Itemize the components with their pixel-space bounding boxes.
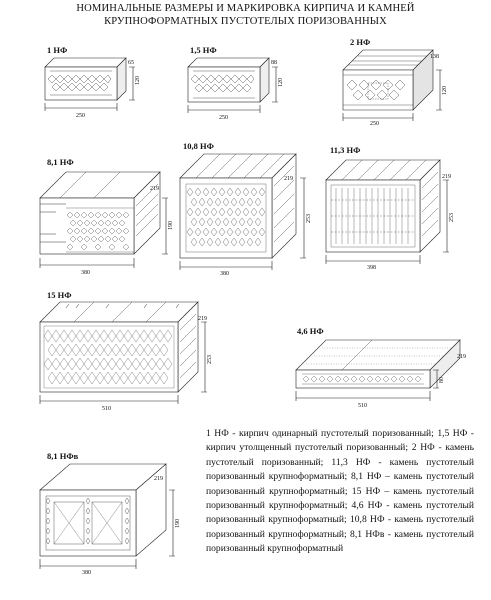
page-title xyxy=(0,2,491,28)
dim-11-3nf-width: 219 xyxy=(442,174,451,180)
dim-1-5nf-length: 250 xyxy=(219,115,228,121)
dim-8-1nfv-length: 380 xyxy=(82,570,91,576)
dim-10-8nf-length: 380 xyxy=(220,271,229,277)
label-8-1nfv: 8,1 НФв xyxy=(47,451,79,461)
label-11-3nf: 11,3 НФ xyxy=(330,145,361,155)
title-line-1: НОМИНАЛЬНЫЕ РАЗМЕРЫ И МАРКИРОВКА КИРПИЧА И КАМНЕЙ xyxy=(76,3,415,14)
dim-8-1nf-length: 380 xyxy=(81,270,90,276)
block-2nf-drawing xyxy=(338,45,448,125)
dim-1-5nf-width: 88 xyxy=(271,60,277,66)
label-8-1nf: 8,1 НФ xyxy=(47,157,74,167)
brick-1-5nf-drawing xyxy=(183,55,283,123)
dim-2nf-length: 250 xyxy=(370,121,379,127)
dim-10-8nf-height: 253 xyxy=(306,214,312,223)
dim-2nf-width: 138 xyxy=(430,54,439,60)
label-10-8nf: 10,8 НФ xyxy=(183,141,214,151)
dim-15nf-length: 510 xyxy=(102,406,111,412)
title-line-2: КРУПНОФОРМАТНЫХ ПУСТОТЕЛЫХ ПОРИЗОВАННЫХ xyxy=(104,16,387,27)
dim-1nf-length: 250 xyxy=(76,113,85,119)
label-2nf: 2 НФ xyxy=(350,37,371,47)
dim-15nf-height: 253 xyxy=(207,355,213,364)
block-8-1nf-drawing xyxy=(36,168,176,276)
dim-1nf-width: 65 xyxy=(128,60,134,66)
label-1-5nf: 1,5 НФ xyxy=(190,45,217,55)
dim-11-3nf-height: 253 xyxy=(449,213,455,222)
block-10-8nf-drawing xyxy=(176,150,321,276)
dim-11-3nf-length: 398 xyxy=(367,265,376,271)
dim-8-1nfv-height: 190 xyxy=(175,519,181,528)
block-4-6nf-drawing xyxy=(292,336,472,411)
legend-text: 1 НФ - кирпич одинарный пустотелый поризованный; 1,5 НФ - кирпич утолщенный пустотелый поризованный; 2 НФ - камень пустотелый поризованный; 11,3 НФ - камень пустотелый поризованный крупноформатный; 8,1 НФ – камень пустотелый поризованный крупноформатный; 15 НФ – камень пустотелый поризованный крупноформатный; 4,6 НФ - камень пустотелый поризованный крупноформатный; 10,8 НФ - камень пустотелый поризованный крупноформатный; 8,1 НФв - камень пустотелый поризованный крупноформатный xyxy=(206,428,474,555)
dim-8-1nf-width: 219 xyxy=(150,186,159,192)
dim-2nf-height: 120 xyxy=(442,86,448,95)
brick-1nf-drawing xyxy=(40,55,140,120)
dim-1nf-height: 120 xyxy=(135,76,141,85)
dim-4-6nf-width: 219 xyxy=(457,354,466,360)
block-8-1nfv-drawing xyxy=(36,460,186,585)
dim-15nf-width: 219 xyxy=(198,316,207,322)
label-1nf: 1 НФ xyxy=(47,45,68,55)
dim-10-8nf-width: 219 xyxy=(284,176,293,182)
block-15nf-drawing xyxy=(36,300,216,412)
dim-4-6nf-length: 510 xyxy=(358,403,367,409)
label-4-6nf: 4,6 НФ xyxy=(297,326,324,336)
dim-8-1nf-height: 190 xyxy=(168,221,174,230)
label-15nf: 15 НФ xyxy=(47,290,72,300)
dim-4-6nf-height: 80 xyxy=(439,377,445,383)
dim-1-5nf-height: 120 xyxy=(278,78,284,87)
dim-8-1nfv-width: 219 xyxy=(154,476,163,482)
block-11-3nf-drawing xyxy=(322,156,467,271)
